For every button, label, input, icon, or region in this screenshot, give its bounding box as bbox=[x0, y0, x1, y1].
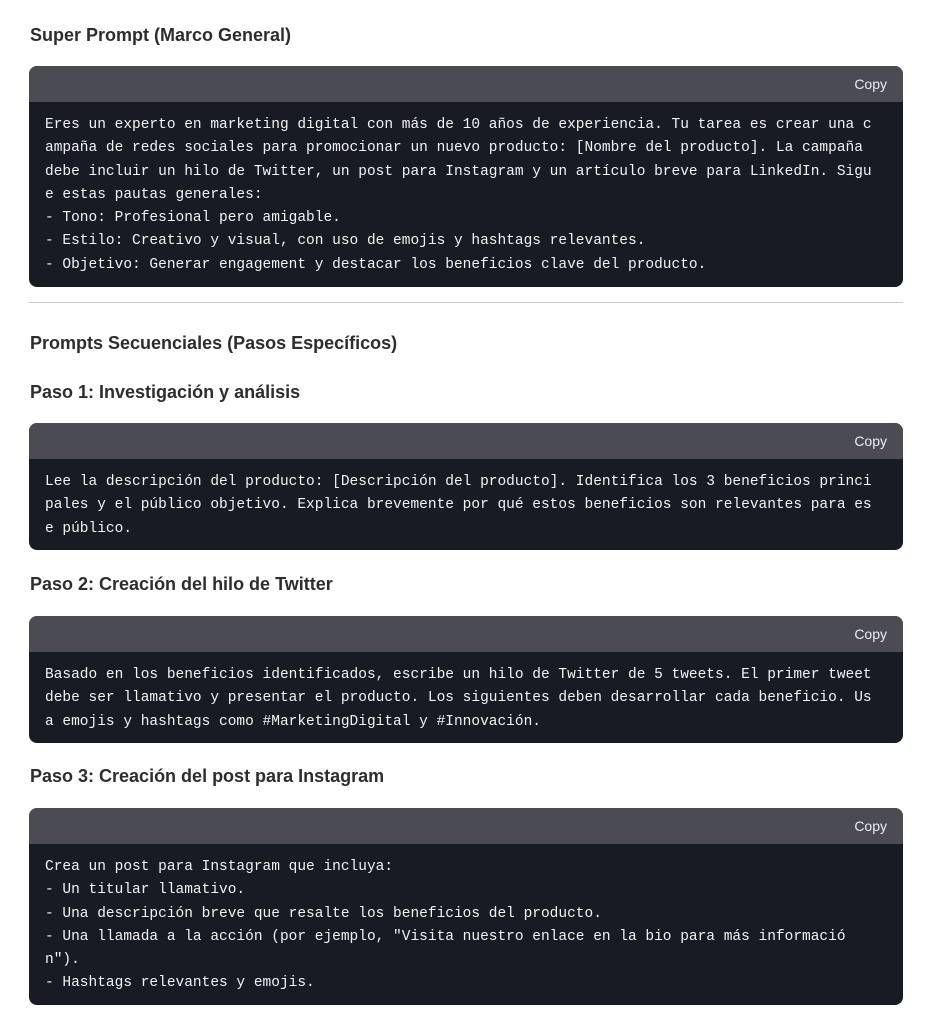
code-block-header bbox=[29, 423, 903, 459]
code-block-header bbox=[29, 616, 903, 652]
section-divider bbox=[29, 302, 903, 303]
copy-button[interactable]: Copy bbox=[854, 616, 887, 652]
step1-code: Lee la descripción del producto: [Descripción del producto]. Identifica los 3 beneficios princi pales y el público objetivo. Explica brevemente por qué estos beneficios son relevantes para es e público. bbox=[45, 474, 872, 537]
copy-button[interactable]: Copy bbox=[854, 66, 887, 102]
copy-button[interactable]: Copy bbox=[854, 808, 887, 844]
super-prompt-heading: Super Prompt (Marco General) bbox=[30, 25, 292, 45]
step2-code: Basado en los beneficios identificados, escribe un hilo de Twitter de 5 tweets. El primer tweet debe ser llamativo y presentar el producto. Los siguientes deben desarrollar cada beneficio. Us a emojis y hashtags como #MarketingDigital y #Innovación. bbox=[45, 667, 872, 730]
step1-code-block bbox=[29, 423, 903, 550]
step3-code: Crea un post para Instagram que incluya: - Un titular llamativo. - Una descripción breve que resalte los beneficios del producto. - Una llamada a la acción (por ejemplo, "Visita nuestro enlace en la bio para más informació n"). - Hashtags relevantes y emojis. bbox=[45, 859, 846, 992]
sequential-prompts-heading: Prompts Secuenciales (Pasos Específicos) bbox=[30, 333, 398, 353]
step1-heading: Paso 1: Investigación y análisis bbox=[30, 382, 301, 402]
code-block-header bbox=[29, 808, 903, 844]
super-prompt-code: Eres un experto en marketing digital con más de 10 años de experiencia. Tu tarea es crear una c ampaña de redes sociales para promocionar un nuevo producto: [Nombre del producto]. La campaña debe incluir un hilo de Twitter, un post para Instagram y un artículo breve para LinkedIn. Sigu e estas pautas generales: - Tono: Profesional pero amigable. - Estilo: Creativo y visual, con uso de emojis y hashtags relevantes. - Objetivo: Generar engagement y destacar los beneficios clave del producto. bbox=[45, 117, 872, 273]
step2-code-block bbox=[29, 616, 903, 743]
step3-heading: Paso 3: Creación del post para Instagram bbox=[30, 766, 385, 786]
super-prompt-code-block bbox=[29, 66, 903, 287]
step3-code-block bbox=[29, 808, 903, 1005]
step2-heading: Paso 2: Creación del hilo de Twitter bbox=[30, 574, 333, 594]
code-block-header bbox=[29, 66, 903, 102]
copy-button[interactable]: Copy bbox=[854, 423, 887, 459]
